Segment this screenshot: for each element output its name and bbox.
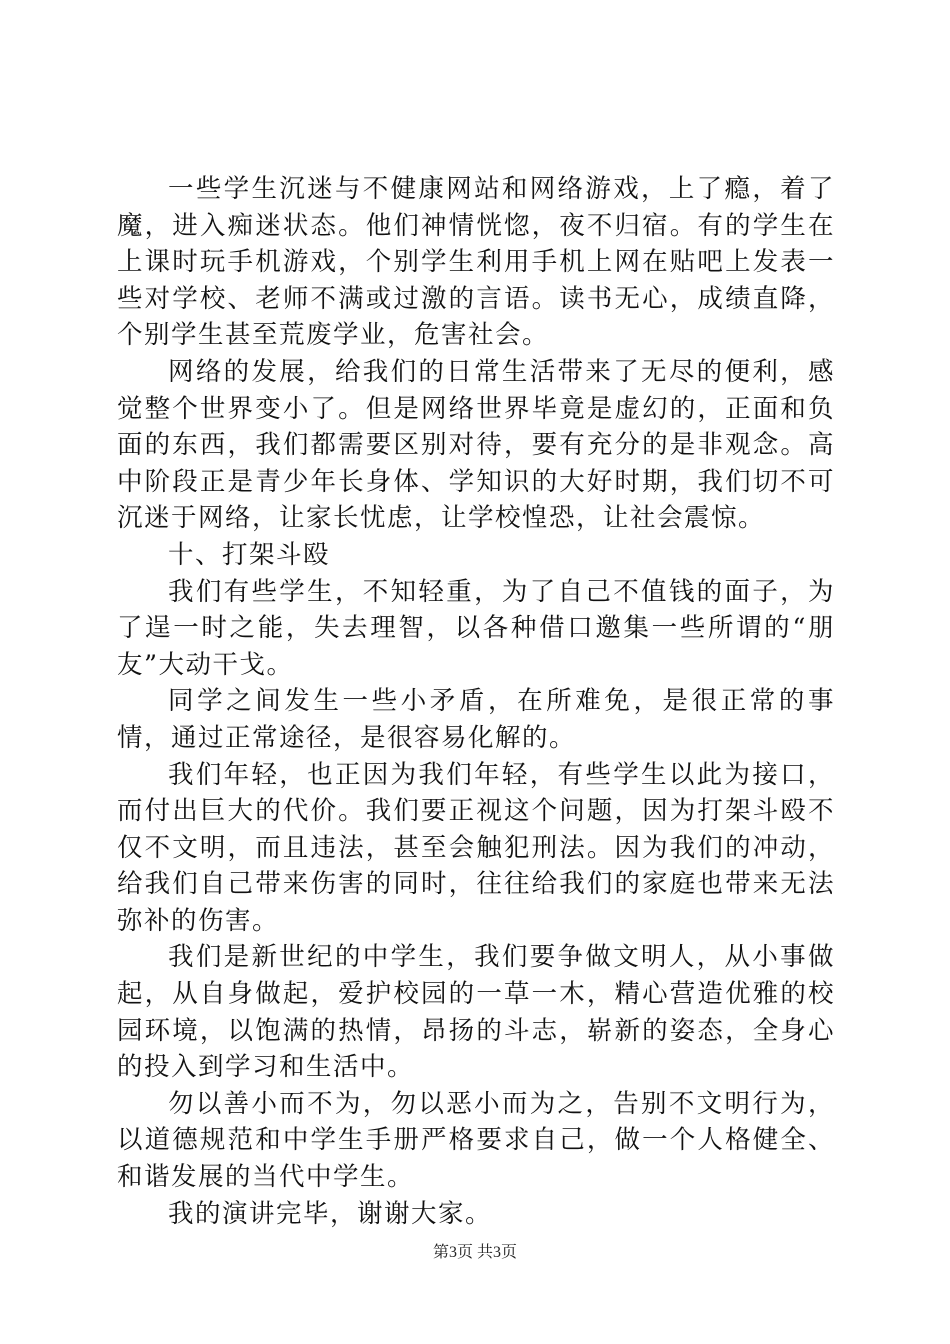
document-body <box>117 171 835 1232</box>
page-number-label: 第3页 共3页 <box>432 1244 517 1261</box>
paragraph: 一些学生沉迷与不健康网站和网络游戏，上了瘾，着了魔，进入痴迷状态。他们神情恍惚，夜不归宿。有的学生在上课时玩手机游戏，个别学生利用手机上网在贴吧上发表一些对学校、老师不满或过激的言语。读书无心，成绩直降，个别学生甚至荒废学业，危害社会。 <box>117 174 835 351</box>
paragraph: 同学之间发生一些小矛盾，在所难免，是很正常的事情，通过正常途径，是很容易化解的。 <box>117 686 835 753</box>
paragraph: 我们年轻，也正因为我们年轻，有些学生以此为接口，而付出巨大的代价。我们要正视这个问题，因为打架斗殴不仅不文明，而且违法，甚至会触犯刑法。因为我们的冲动，给我们自己带来伤害的同时，往往给我们的家庭也带来无法弥补的伤害。 <box>117 759 835 936</box>
section-heading: 十、打架斗殴 <box>168 539 331 570</box>
paragraph: 勿以善小而不为，勿以恶小而为之，告别不文明行为，以道德规范和中学生手册严格要求自己，做一个人格健全、和谐发展的当代中学生。 <box>117 1088 835 1193</box>
closing-line: 我的演讲完毕，谢谢大家。 <box>168 1198 493 1229</box>
page-footer <box>0 1242 950 1264</box>
paragraph: 我们是新世纪的中学生，我们要争做文明人，从小事做起，从自身做起，爱护校园的一草一木，精心营造优雅的校园环境，以饱满的热情，昂扬的斗志，崭新的姿态，全身心的投入到学习和生活中。 <box>117 942 835 1083</box>
paragraph: 网络的发展，给我们的日常生活带来了无尽的便利，感觉整个世界变小了。但是网络世界毕竟是虚幻的，正面和负面的东西，我们都需要区别对待，要有充分的是非观念。高中阶段正是青少年长身体、学知识的大好时期，我们切不可沉迷于网络，让家长忧虑，让学校惶恐，让社会震惊。 <box>117 356 835 534</box>
paragraph: 我们有些学生，不知轻重，为了自己不值钱的面子，为了逞一时之能，失去理智，以各种借口邀集一些所谓的“朋友”大动干戈。 <box>117 576 835 680</box>
